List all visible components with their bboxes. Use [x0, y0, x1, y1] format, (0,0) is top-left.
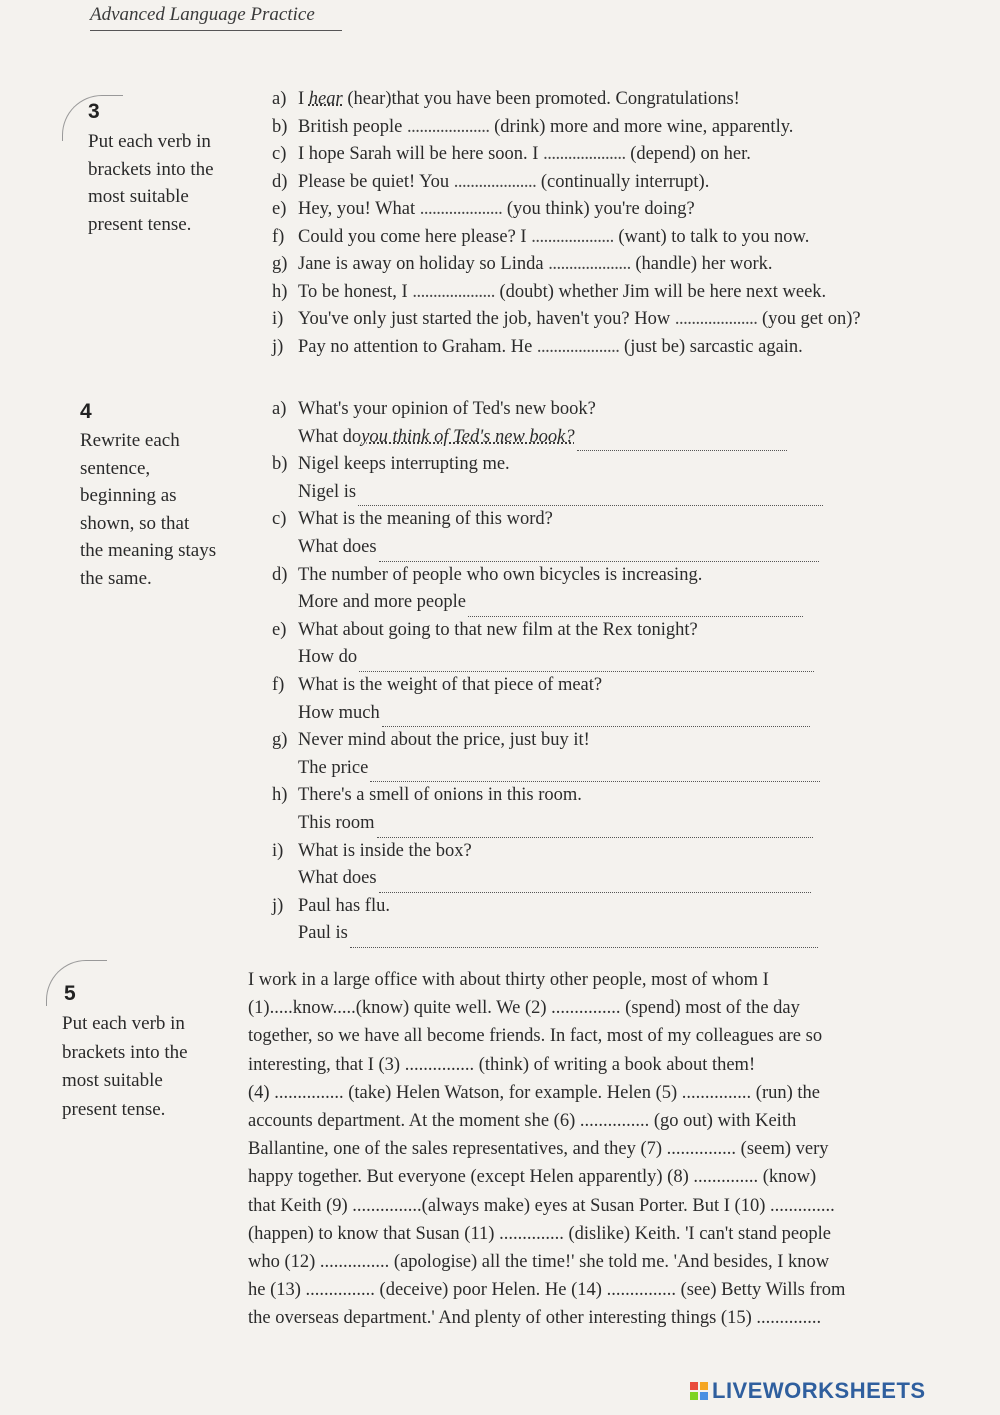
answer-field[interactable]: .................... [536, 336, 620, 357]
item-label: i) [272, 309, 284, 329]
exercise-5-number: 5 [64, 982, 76, 1005]
exercise-4-items [272, 396, 832, 948]
instruction-line: shown, so that [80, 512, 190, 534]
rewrite-start: What does [298, 537, 377, 558]
item-label: e) [272, 619, 287, 640]
item-label: g) [272, 730, 288, 751]
item-text: (doubt) whether Jim will be here next week. [494, 281, 827, 302]
item-sentence: There's a smell of onions in this room. [298, 785, 582, 806]
liveworksheets-footer [690, 1378, 926, 1404]
paragraph-line[interactable]: (happen) to know that Susan (11) .............. (dislike) Keith. 'I can't stand people [248, 1223, 831, 1244]
item-label: c) [272, 509, 287, 530]
paragraph-line[interactable]: accounts department. At the moment she (6) ............... (go out) with Keith [248, 1111, 797, 1132]
paragraph-line[interactable]: happy together. But everyone (except Helen apparently) (8) .............. (know) [248, 1167, 817, 1188]
answer-field[interactable] [370, 763, 820, 782]
paragraph-line[interactable]: he (13) ............... (deceive) poor Helen. He (14) ............... (see) Betty Wills from [248, 1280, 846, 1301]
item-text: You've only just started the job, haven't you? How [298, 309, 675, 329]
item-text: British people [298, 116, 407, 137]
exercise-3-items [272, 86, 861, 361]
instruction-line: most suitable [62, 1070, 163, 1091]
exercise-3-number: 3 [88, 100, 100, 123]
ex4-item-e [272, 617, 832, 672]
instruction-line: Put each verb in [88, 131, 211, 152]
rewrite-start: Paul is [298, 923, 348, 944]
item-label: a) [272, 89, 287, 109]
answer-field[interactable]: .................... [412, 281, 495, 302]
item-sentence: Nigel keeps interrupting me. [298, 454, 510, 475]
rewrite-start: More and more people [298, 592, 466, 613]
instruction-line: beginning as [80, 485, 177, 506]
answer-line[interactable] [577, 432, 787, 451]
item-text: I [298, 89, 309, 109]
item-text: (you get on)? [757, 309, 861, 329]
ex4-item-c [272, 506, 832, 561]
item-label: b) [272, 116, 288, 137]
ex3-item-d [272, 169, 861, 197]
paragraph-line[interactable]: that Keith (9) ...............(always make) eyes at Susan Porter. But I (10) .............. [248, 1195, 835, 1216]
item-sentence: What about going to that new film at the Rex tonight? [298, 619, 698, 640]
answer-field[interactable]: .................... [453, 171, 537, 192]
item-label: b) [272, 454, 288, 475]
item-sentence: What is inside the box? [298, 840, 472, 861]
answer-field[interactable] [468, 598, 803, 617]
instruction-line: the same. [80, 567, 152, 589]
rewrite-start: How much [298, 702, 380, 723]
ex4-item-d [272, 562, 832, 617]
item-label: f) [272, 226, 285, 247]
answer-field[interactable]: .................... [674, 309, 758, 329]
item-sentence: What is the weight of that piece of meat? [298, 674, 603, 695]
item-text: Could you come here please? I [298, 226, 532, 247]
answer-field[interactable] [358, 487, 823, 506]
item-text: (hear)that you have been promoted. Congratulations! [342, 89, 740, 109]
ex3-item-c [272, 141, 861, 169]
exercise-3-instruction [88, 128, 258, 238]
answer-field[interactable]: you think of Ted's new book? [361, 426, 575, 447]
ex4-item-i [272, 838, 832, 893]
exercise-4-instruction [80, 427, 250, 592]
item-sentence: Paul has flu. [298, 895, 390, 916]
ex4-item-a [272, 396, 832, 451]
instruction-line: present tense. [62, 1098, 166, 1120]
answer-field[interactable] [377, 819, 813, 838]
rewrite-start: The price [298, 757, 369, 778]
instruction-line: brackets into the [88, 158, 214, 180]
answer-field[interactable]: .................... [543, 144, 626, 164]
item-sentence: What's your opinion of Ted's new book? [298, 399, 596, 419]
item-text: Pay no attention to Graham. He [298, 336, 537, 357]
paragraph-line[interactable]: (4) ............... (take) Helen Watson, for example. Helen (5) ............... (run) the [248, 1082, 821, 1103]
answer-field[interactable]: .................... [548, 254, 631, 274]
ex3-item-b [272, 114, 861, 142]
item-label: c) [272, 144, 287, 164]
item-text: (drink) more and more wine, apparently. [489, 116, 794, 137]
instruction-line: Put each verb in [62, 1013, 185, 1034]
item-text: I hope Sarah will be here soon. I [298, 144, 544, 164]
ex3-item-e [272, 196, 861, 224]
book-title: Advanced Language Practice [90, 4, 342, 31]
paragraph-line[interactable]: the overseas department.' And plenty of other interesting things (15) .............. [248, 1308, 822, 1329]
paragraph-line[interactable]: (1).....know.....(know) quite well. We (2) ............... (spend) most of the day [248, 998, 800, 1019]
rewrite-start: What does [298, 868, 377, 889]
rewrite-start: This room [298, 813, 375, 833]
paragraph-line: I work in a large office with about thirty other people, most of whom I [248, 970, 769, 990]
ex3-item-f [272, 224, 861, 252]
item-label: d) [272, 564, 288, 585]
rewrite-start: How do [298, 647, 358, 668]
answer-field[interactable] [379, 543, 819, 562]
answer-field[interactable] [379, 874, 811, 893]
paragraph-line[interactable]: interesting, that I (3) ............... (think) of writing a book about them! [248, 1054, 756, 1075]
answer-field[interactable]: .................... [406, 116, 490, 137]
item-label: h) [272, 281, 288, 302]
instruction-line: most suitable [88, 186, 189, 207]
paragraph-line[interactable]: who (12) ............... (apologise) all the time!' she told me. 'And besides, I know [248, 1252, 830, 1273]
item-label: j) [272, 336, 284, 357]
exercise-5-paragraph [248, 966, 938, 1333]
ex3-item-j [272, 334, 861, 362]
answer-field[interactable] [382, 708, 810, 727]
answer-field[interactable]: hear [308, 89, 343, 109]
answer-field[interactable]: .................... [419, 199, 503, 219]
item-sentence: What is the meaning of this word? [298, 509, 553, 530]
paragraph-line[interactable]: Ballantine, one of the sales representatives, and they (7) ............... (seem) very [248, 1139, 829, 1160]
answer-field[interactable] [350, 929, 818, 948]
rewrite-start: Nigel is [298, 481, 357, 502]
item-text: (want) to talk to you now. [613, 226, 810, 247]
item-label: g) [272, 254, 288, 274]
item-label: e) [272, 199, 287, 219]
instruction-line: present tense. [88, 213, 192, 235]
item-text: (depend) on her. [625, 144, 751, 164]
rewrite-start: What do [298, 426, 362, 447]
item-text: (continually interrupt). [536, 171, 710, 192]
instruction-line: sentence, [80, 457, 151, 479]
item-text: (handle) her work. [630, 254, 773, 274]
instruction-line: brackets into the [62, 1041, 188, 1063]
exercise-5-arc [46, 960, 107, 1006]
item-sentence: Never mind about the price, just buy it! [298, 730, 590, 751]
ex4-item-h [272, 782, 832, 837]
item-label: a) [272, 399, 287, 419]
item-text: Please be quiet! You [298, 171, 454, 192]
ex4-item-j [272, 893, 832, 948]
ex4-item-g [272, 727, 832, 782]
exercise-5-instruction [62, 1010, 232, 1124]
ex3-item-a [272, 86, 861, 114]
brand-name[interactable]: LIVEWORKSHEETS [712, 1378, 926, 1403]
item-text: (just be) sarcastic again. [619, 336, 803, 357]
paragraph-line: together, so we have all become friends. In fact, most of my colleagues are so [248, 1026, 823, 1047]
item-text: Hey, you! What [298, 199, 420, 219]
item-sentence: The number of people who own bicycles is increasing. [298, 564, 703, 585]
instruction-line: Rewrite each [80, 430, 180, 451]
item-text: (you think) you're doing? [502, 199, 695, 219]
item-label: i) [272, 840, 284, 861]
item-label: f) [272, 674, 285, 695]
answer-field[interactable] [359, 653, 814, 672]
item-label: j) [272, 895, 284, 916]
exercise-4-number: 4 [80, 400, 92, 423]
instruction-line: the meaning stays [80, 540, 217, 561]
item-label: h) [272, 785, 288, 806]
ex3-item-g [272, 251, 861, 279]
ex3-item-i [272, 306, 861, 334]
item-text: Jane is away on holiday so Linda [298, 254, 549, 274]
item-text: To be honest, I [298, 281, 413, 302]
ex4-item-b [272, 451, 832, 506]
answer-field[interactable]: .................... [531, 226, 614, 247]
ex3-item-h [272, 279, 861, 307]
liveworksheets-logo-icon [690, 1382, 708, 1400]
item-label: d) [272, 171, 288, 192]
ex4-item-f [272, 672, 832, 727]
